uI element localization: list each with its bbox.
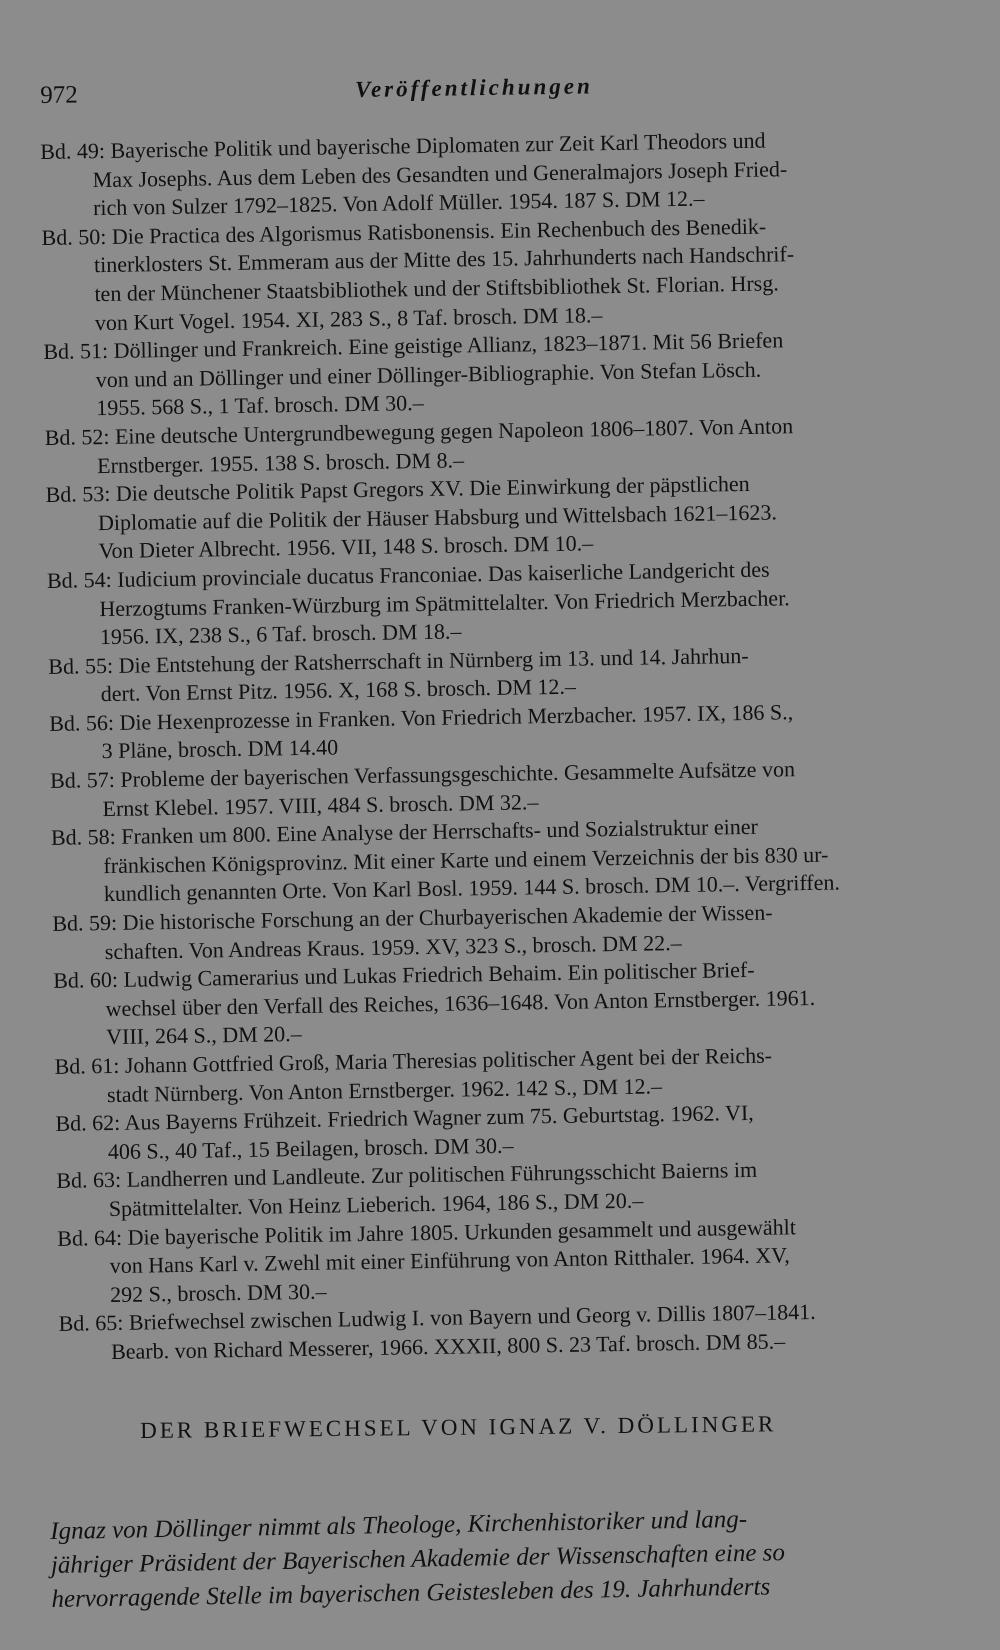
entry-text: stadt Nürnberg. Von Anton Ernstberger. 1962. 142 S., DM 12.– — [106, 1072, 663, 1107]
volume-number: Bd. 56: — [48, 709, 115, 736]
entry-text: Eine deutsche Untergrundbewegung gegen Napoleon 1806–1807. Von Anton — [114, 413, 794, 449]
entry-text: Bayerische Politik und bayerische Diplomaten zur Zeit Karl Theodors und — [110, 127, 766, 163]
page-header — [40, 68, 960, 116]
entry-text: wechsel über den Verfall des Reiches, 1636–1648. Von Anton Ernstberger. 1961. — [105, 984, 816, 1021]
volume-number: Bd. 61: — [54, 1052, 120, 1079]
entry-text: Ludwig Camerarius und Lukas Friedrich Behaim. Ein politischer Brief- — [123, 957, 755, 993]
volume-number: Bd. 63: — [56, 1167, 122, 1194]
volume-number: Bd. 50: — [41, 223, 107, 250]
publication-entry — [40, 124, 941, 224]
volume-number: Bd. 65: — [58, 1310, 124, 1337]
entry-text: Probleme der bayerischen Verfassungsgeschichte. Gesammelte Aufsätze von — [120, 756, 796, 792]
entry-text: schaften. Von Andreas Kraus. 1959. XV, 323 S., brosch. DM 22.– — [104, 929, 682, 964]
intro-line: jähriger Präsident der Bayerischen Akademie der Wissenschaften eine so — [50, 1539, 786, 1579]
entry-text: VIII, 264 S., DM 20.– — [105, 1021, 302, 1050]
volume-number: Bd. 64: — [57, 1224, 123, 1251]
entry-text: Döllinger und Frankreich. Eine geistige Allianz, 1823–1871. Mit 56 Briefen — [113, 327, 784, 364]
entry-text: tinerklosters St. Emmeram aus der Mitte des 15. Jahrhunderts nach Handschrif- — [93, 241, 795, 278]
entry-text: rich von Sulzer 1792–1825. Von Adolf Müller. 1954. 187 S. DM 12.– — [92, 185, 705, 221]
entry-text: Diplomatie auf die Politik der Häuser Habsburg und Wittelsbach 1621–1623. — [97, 499, 778, 535]
entry-text: Ernst Klebel. 1957. VIII, 484 S. brosch. DM 32.– — [102, 788, 539, 821]
entry-text: Landherren und Landleute. Zur politischen Führungsschicht Baierns im — [126, 1157, 758, 1193]
page-number: 972 — [40, 81, 78, 109]
volume-number: Bd. 54: — [46, 566, 112, 593]
entry-text: Briefwechsel zwischen Ludwig I. von Bayern und Georg v. Dillis 1807–1841. — [128, 1299, 816, 1336]
volume-number: Bd. 55: — [48, 652, 114, 679]
entry-text: Die historische Forschung an der Churbayerischen Akademie der Wissen- — [122, 899, 773, 935]
entry-text: von und an Döllinger und einer Döllinger-Bibliographie. Von Stefan Lösch. — [95, 356, 762, 392]
publication-entry — [53, 953, 954, 1053]
volume-number: Bd. 59: — [52, 909, 118, 936]
entry-text: 1956. IX, 238 S., 6 Taf. brosch. DM 18.– — [99, 618, 462, 650]
entry-text: 292 S., brosch. DM 30.– — [109, 1278, 327, 1307]
publication-entry — [47, 553, 948, 653]
entry-text: Die bayerische Politik im Jahre 1805. Urkunden gesammelt und ausgewählt — [127, 1213, 797, 1250]
volume-number: Bd. 51: — [43, 338, 109, 365]
entry-text: von Hans Karl v. Zwehl mit einer Einführung von Anton Ritthaler. 1964. XV, — [109, 1242, 790, 1279]
publication-entry — [57, 1210, 958, 1310]
entry-text: Aus Bayerns Frühzeit. Friedrich Wagner zum 75. Geburtstag. 1962. VI, — [124, 1100, 754, 1135]
entry-text: 3 Pläne, brosch. DM 14.40 — [101, 734, 339, 764]
entry-text: Iudicium provinciale ducatus Franconiae. Das kaiserliche Landgericht des — [117, 556, 770, 592]
publication-entry — [51, 810, 952, 910]
publication-entry — [43, 324, 944, 424]
volume-number: Bd. 62: — [55, 1110, 121, 1137]
entry-text: Die Practica des Algorismus Ratisbonensis. Ein Rechenbuch des Benedik- — [111, 213, 767, 249]
entry-text: ten der Münchener Staatsbibliothek und der Stiftsbibliothek St. Florian. Hrsg. — [94, 270, 779, 307]
entry-text: von Kurt Vogel. 1954. XI, 283 S., 8 Taf. brosch. DM 18.– — [94, 301, 603, 335]
volume-number: Bd. 49: — [40, 137, 106, 164]
publication-list — [40, 124, 959, 1368]
entry-text: Von Dieter Albrecht. 1956. VII, 148 S. brosch. DM 10.– — [98, 530, 594, 564]
section-title: DER BRIEFWECHSEL VON IGNAZ V. DÖLLINGER — [140, 1411, 777, 1443]
volume-number: Bd. 60: — [53, 967, 119, 994]
entry-text: 1955. 568 S., 1 Taf. brosch. DM 30.– — [96, 390, 424, 421]
entry-text: Die deutsche Politik Papst Gregors XV. Die Einwirkung der päpstlichen — [115, 471, 750, 506]
entry-text: Max Josephs. Aus dem Leben des Gesandten und Generalmajors Joseph Fried- — [92, 155, 788, 192]
entry-text: Die Hexenprozesse in Franken. Von Friedrich Merzbacher. 1957. IX, 186 S., — [119, 699, 794, 735]
intro-paragraph — [50, 1499, 952, 1617]
volume-number: Bd. 52: — [44, 423, 110, 450]
entry-text: Franken um 800. Eine Analyse der Herrschafts- und Sozialstruktur einer — [121, 814, 759, 850]
entry-text: Die Entstehung der Ratsherrschaft in Nürnberg im 13. und 14. Jahrhun- — [118, 642, 749, 678]
volume-number: Bd. 58: — [50, 824, 116, 851]
intro-line: Ignaz von Döllinger nimmt als Theologe, Kirchenhistoriker und lang- — [50, 1505, 748, 1545]
entry-text: Herzogtums Franken-Würzburg im Spätmittelalter. Von Friedrich Merzbacher. — [99, 584, 790, 621]
publication-entry — [45, 467, 946, 567]
intro-line: hervorragende Stelle im bayerischen Geistesleben des 19. Jahrhunderts — [51, 1573, 771, 1613]
entry-text: Ernstberger. 1955. 138 S. brosch. DM 8.– — [96, 446, 465, 478]
entry-text: fränkischen Königsprovinz. Mit einer Karte und einem Verzeichnis der bis 830 ur- — [103, 841, 829, 878]
publication-entry — [41, 210, 943, 338]
volume-number: Bd. 57: — [49, 766, 116, 793]
running-title: Veröffentlichungen — [354, 73, 593, 103]
entry-text: Spätmittelalter. Von Heinz Lieberich. 1964, 186 S., DM 20.– — [108, 1187, 644, 1222]
entry-text: dert. Von Ernst Pitz. 1956. X, 168 S. brosch. DM 12.– — [100, 673, 577, 707]
entry-text: 406 S., 40 Taf., 15 Beilagen, brosch. DM 30.– — [107, 1132, 514, 1164]
entry-text: Johann Gottfried Groß, Maria Theresias politischer Agent bei der Reichs- — [124, 1042, 773, 1078]
entry-text: kundlich genannten Orte. Von Karl Bosl. 1959. 144 S. brosch. DM 10.–. Vergriffen. — [103, 869, 841, 907]
entry-text: Bearb. von Richard Messerer, 1966. XXXII, 800 S. 23 Taf. brosch. DM 85.– — [110, 1328, 786, 1364]
volume-number: Bd. 53: — [45, 481, 111, 508]
